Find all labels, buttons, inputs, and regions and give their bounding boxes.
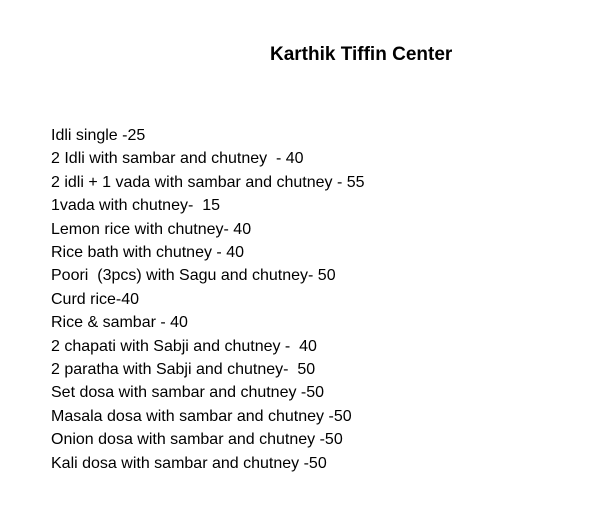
menu-item: Rice & sambar - 40 — [51, 314, 188, 332]
menu-item: Idli single -25 — [51, 127, 146, 144]
menu-item: Masala dosa with sambar and chutney -50 — [51, 407, 352, 425]
menu-item: Onion dosa with sambar and chutney -50 — [51, 431, 343, 449]
menu-item: Poori (3pcs) with Sagu and chutney- 50 — [51, 267, 336, 285]
page-title: Karthik Tiffin Center — [270, 44, 453, 65]
menu-item: 2 Idli with sambar and chutney - 40 — [51, 150, 304, 168]
menu-item: Lemon rice with chutney- 40 — [51, 220, 252, 238]
menu-item: 2 idli + 1 vada with sambar and chutney - 55 — [51, 173, 365, 191]
menu-list — [51, 124, 365, 475]
menu-item: 2 paratha with Sabji and chutney- 50 — [51, 361, 316, 379]
menu-item: 2 chapati with Sabji and chutney - 40 — [51, 337, 317, 355]
menu-item: Curd rice-40 — [51, 290, 140, 308]
menu-item: Set dosa with sambar and chutney -50 — [51, 384, 325, 402]
menu-item: Rice bath with chutney - 40 — [51, 244, 244, 262]
menu-item: 1vada with chutney- 15 — [51, 197, 220, 215]
menu-item: Kali dosa with sambar and chutney -50 — [51, 454, 327, 472]
